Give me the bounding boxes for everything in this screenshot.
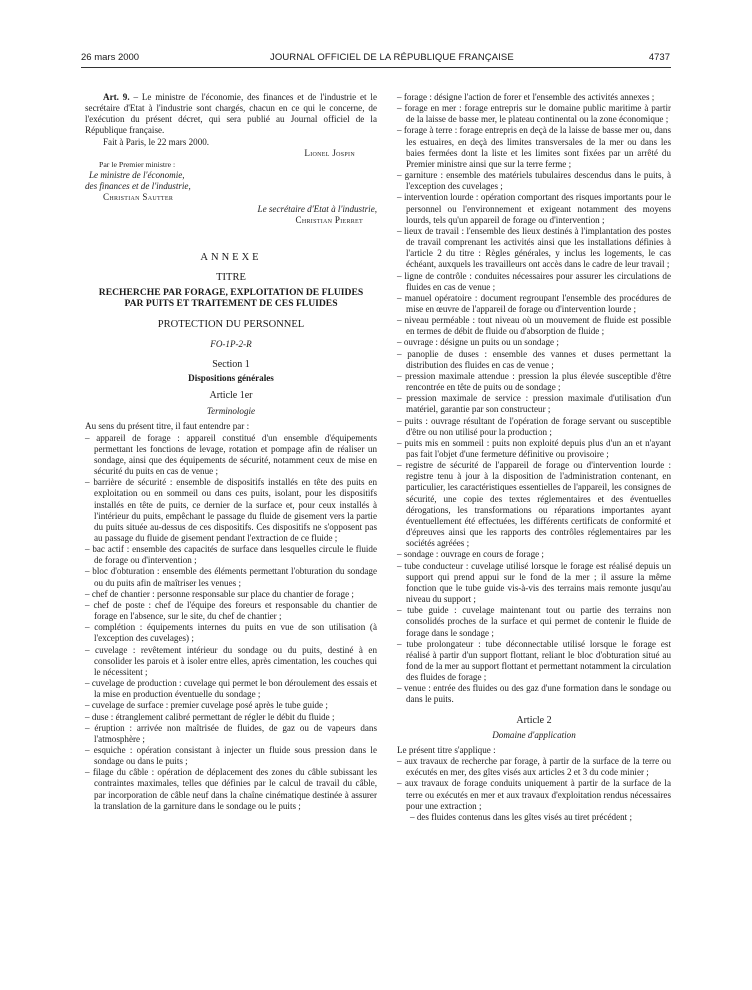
left-column [85, 92, 377, 812]
annexe-heading: ANNEXE [200, 251, 262, 263]
code-reference: FO-1P-2-R [210, 338, 252, 349]
definition-item: – chef de chantier : personne responsable sur place du chantier de forage ; [85, 588, 354, 599]
right-column [397, 92, 671, 823]
page-date: 26 mars 2000 [81, 52, 140, 63]
definition-item: – intervention lourde : opération comportant des risques importants pour le personnel ou l'environnement et exigeant notamment des moyens lourds, tels qu'un appareil de forage ou d'intervention ; [397, 192, 671, 225]
signer-jospin: Lionel Jospin [304, 147, 355, 158]
par-premier-ministre: Par le Premier ministre : [99, 159, 176, 169]
article-2-heading: Article 2 [516, 714, 552, 726]
journal-title: JOURNAL OFFICIEL DE LA RÉPUBLIQUE FRANÇAISE [270, 52, 514, 63]
definition-item: – lieux de travail : l'ensemble des lieux destinés à l'implantation des postes de travail comprenant les activités ainsi que les installations définies à l'article 2 du titre : Règles générales, y inclus les logements, le cas échéant, auxquels les travailleurs ont accès dans le cadre de leur travail ; [397, 225, 671, 270]
titre-main: RECHERCHE PAR FORAGE, EXPLOITATION DE FLUIDES PAR PUITS ET TRAITEMENT DE CES FLUIDES [98, 287, 364, 310]
definition-item: – pression maximale de service : pression maximale d'utilisation d'un matériel, garantie par son constructeur ; [397, 393, 671, 415]
definition-item: – complétion : équipements internes du puits en vue de son utilisation (à l'exception des cuvelages) ; [85, 622, 377, 644]
article-9-label: Art. 9. [103, 92, 130, 102]
definition-item: – bac actif : ensemble des capacités de surface dans lesquelles circule le fluide de forage ou d'intervention ; [85, 544, 377, 566]
application-intro: Le présent titre s'applique : [397, 744, 496, 755]
application-item: – aux travaux de forage conduits uniquement à partir de la surface de la terre ou exécutés en mer et aux travaux d'exploitation rendus nécessaires pour une extraction ; [397, 778, 671, 811]
definition-item: – panoplie de duses : ensemble des vannes et duses permettant la distribution des fluides en cas de venue ; [397, 348, 671, 370]
fait-date: Fait à Paris, le 22 mars 2000. [103, 136, 210, 147]
definition-item: – tube conducteur : cuvelage utilisé lorsque le forage est réalisé depuis un support qui prend appui sur le fond de la mer ; il assure la même fonction que le tube guide vis-à-vis des terrains mais remonte jusqu'au niveau du support ; [397, 560, 671, 605]
article-1-heading: Article 1er [209, 390, 253, 402]
definition-item: – garniture : ensemble des matériels tubulaires descendus dans le puits, à l'exception des cuvelages ; [397, 170, 671, 192]
definition-item: – tube prolongateur : tube déconnectable utilisé lorsque le forage est réalisé à partir d'un support flottant, reliant le bloc d'obturation situé au fond de la mer au support flottant et permettant notamment la circulation des fluides de forage ; [397, 638, 671, 683]
definition-item: – esquiche : opération consistant à injecter un fluide sous pression dans le sondage ou dans le puits ; [85, 744, 377, 767]
definition-item: – forage : désigne l'action de forer et l'ensemble des activités annexes ; [397, 92, 655, 102]
definition-item: – appareil de forage : appareil constitué d'un ensemble d'équipements permettant les fonctions de levage, rotation et pompage afin de réaliser un sondage, ainsi que des équipements de sécurité, notamment ceux de mise en sécurité du puits en cas de venue ; [85, 432, 377, 477]
definition-item: – filage du câble : opération de déplacement des zones du câble subissant les contraintes maximales, telles que définies par le calcul de travail du câble, par incorporation de câble neuf dans la chaîne cinématique destinée à assurer la translation de la garniture dans le sondage ou le puits ; [85, 767, 377, 811]
application-item: – aux travaux de recherche par forage, à partir de la surface de la terre ou exécutés en mer, des gîtes visés aux articles 2 et 3 du code minier ; [397, 756, 671, 778]
page-number: 4737 [648, 52, 670, 63]
signer-sautter: Christian Sautter [103, 192, 174, 203]
definition-item: – cuvelage : revêtement intérieur du sondage ou du puits, destiné à en consolider les parois et à isoler entre elles, après cimentation, les couches qui le nécessitent ; [85, 644, 377, 677]
definition-item: – bloc d'obturation : ensemble des éléments permettant l'obturation du sondage ou du puits afin de maîtriser les venues ; [85, 566, 377, 588]
definition-item: – forage en mer : forage entrepris sur le domaine public maritime à partir de la laisse de basse mer, le plateau continental ou la zone économique ; [397, 103, 671, 125]
definition-item: – cuvelage de surface : premier cuvelage posé après le tube guide ; [85, 700, 328, 711]
definition-item: – niveau perméable : tout niveau où un mouvement de fluide est possible en termes de débit de fluide ou d'absorption de fluide ; [397, 315, 671, 337]
secretary-title: Le secrétaire d'Etat à l'industrie, [257, 203, 377, 214]
minister-title-1: Le ministre de l'économie, [89, 170, 185, 181]
domaine-heading: Domaine d'application [492, 729, 576, 740]
definition-item: – venue : entrée des fluides ou des gaz d'une formation dans le sondage ou dans le puits. [397, 683, 671, 705]
definition-item: – puits : ouvrage résultant de l'opération de forage servant ou susceptible d'être ou non utilisé pour la production ; [397, 415, 671, 437]
definition-item: – duse : étranglement calibré permettant de régler le débit du fluide ; [85, 711, 335, 722]
definition-item: – cuvelage de production : cuvelage qui permet le bon déroulement des essais et la mise en production éventuelle du sondage ; [85, 678, 377, 700]
application-subitem: – des fluides contenus dans les gîtes visés au tiret précédent ; [410, 811, 632, 822]
titre-heading: TITRE [216, 272, 246, 284]
definition-item: – éruption : arrivée non maîtrisée de fluides, de gaz ou de vapeurs dans l'atmosphère ; [85, 722, 377, 744]
header-rule [81, 67, 671, 68]
section-heading: Section 1 [212, 358, 250, 370]
signer-pierret: Christian Pierret [295, 214, 363, 225]
definition-item: – puits mis en sommeil : puits non exploité depuis plus d'un an et n'ayant pas fait l'objet d'une fermeture définitive ou provisoire ; [397, 437, 671, 459]
definition-item: – tube guide : cuvelage maintenant tout ou partie des terrains non consolidés proches de la surface et qui permet de contenir le fluide de forage dans le sondage ; [397, 605, 671, 638]
protection-heading: PROTECTION DU PERSONNEL [157, 318, 305, 330]
definition-item: – ligne de contrôle : conduites nécessaires pour assurer les circulations de fluides en cas de venue ; [397, 270, 671, 292]
definition-item: – forage à terre : forage entrepris en deçà de la laisse de basse mer ou, dans les estuaires, en deçà des limites transversales de la mer ou dans les baies fermées dont la liste et les limites sont fixées par un arrêté du Premier ministre ainsi que sur la terre ferme ; [397, 125, 671, 169]
definition-item: – barrière de sécurité : ensemble de dispositifs installés en tête des puits en exploitation ou en sommeil ou dans ces puits, isolant, pour les dispositifs installés en tête de puits, ce dernier de la surface et, pour ceux installés à l'intérieur du puits, empêchant le passage du fluide de gisement vers la partie du puits située au-dessus de ces dispositifs. Ces dispositifs ne s'opposent pas au passage du fluide de gisement pendant l'extraction de ce fluide ; [85, 477, 377, 543]
definition-item: – ouvrage : désigne un puits ou un sondage ; [397, 337, 559, 348]
definition-item: – pression maximale attendue : pression la plus élevée susceptible d'être rencontrée en tête de puits ou de sondage ; [397, 370, 671, 393]
article-9-text: – Le ministre de l'économie, des finances et de l'industrie et le secrétaire d'Etat à l'industrie sont chargés, chacun en ce qui le concerne, de l'exécution du présent décret, qui sera publié au Journal officiel de la République française. [85, 92, 377, 136]
dispositions-heading: Dispositions générales [188, 372, 274, 383]
definition-item: – manuel opératoire : document regroupant l'ensemble des procédures de mise en œuvre de l'appareil de forage ou d'intervention lourde ; [397, 292, 671, 314]
minister-title-2: des finances et de l'industrie, [85, 181, 191, 192]
definition-item: – registre de sécurité de l'appareil de forage ou d'intervention lourde : registre tenu à jour à la disposition de l'administration contenant, en particulier, les caractéristiques essentielles de l'appareil, les consignes de sécurité, une copie des textes réglementaires et des éventuelles dérogations, les transformations ou réparations importantes ayant éventuellement été effectuées, les différents certificats de conformité et d'épreuves ainsi que les rapports des contrôles réglementaires par les sociétés agréées ; [397, 460, 671, 549]
definitions-intro: Au sens du présent titre, il faut entendre par : [85, 421, 250, 432]
definition-item: – chef de poste : chef de l'équipe des foreurs et responsable du chantier de forage en l'absence, sur le site, du chef de chantier ; [85, 599, 377, 622]
article-9 [85, 92, 377, 137]
definition-item: – sondage : ouvrage en cours de forage ; [397, 549, 544, 560]
terminologie-heading: Terminologie [206, 406, 256, 417]
